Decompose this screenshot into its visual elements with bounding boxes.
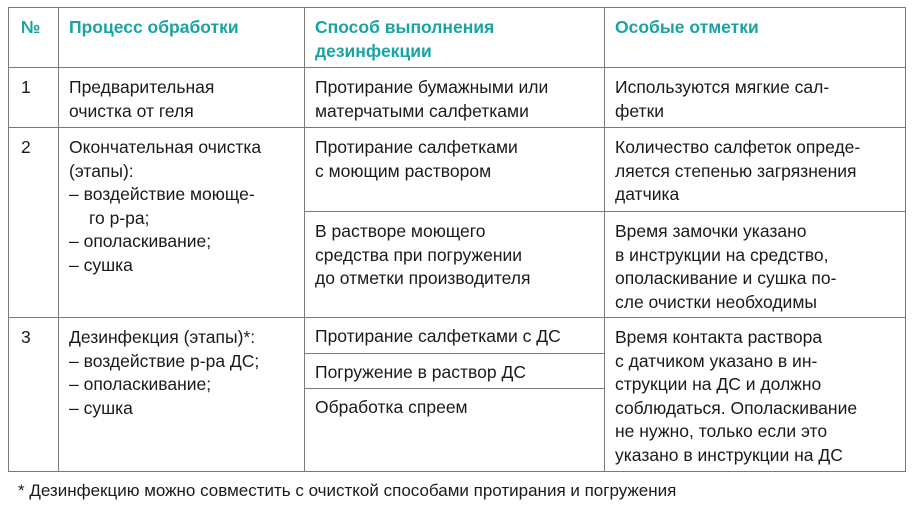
process-cell	[59, 128, 305, 318]
method-text: Протирание салфетками	[315, 137, 518, 157]
method-cell	[305, 128, 605, 212]
method-text: до отметки производителя	[315, 268, 531, 288]
notes-cell	[605, 68, 906, 128]
notes-text: Количество салфеток опреде-	[615, 137, 861, 157]
method-cell	[305, 68, 605, 128]
process-step: – воздействие моюще-	[69, 184, 255, 204]
notes-text: ополаскивание и сушка по-	[615, 268, 837, 288]
method-text: средства при погружении	[315, 244, 523, 265]
notes-cell	[605, 318, 906, 472]
notes-text: соблюдаться. Ополаскивание	[615, 397, 858, 418]
process-step: – ополаскивание;	[69, 231, 212, 251]
row-number: 2	[9, 128, 59, 318]
notes-text: Время контакта раствора	[615, 327, 823, 347]
notes-text: сле очистки необходимы	[615, 291, 817, 312]
method-text: матерчатыми салфетками	[315, 100, 529, 121]
process-text: очистка от геля	[69, 100, 194, 121]
notes-text: струкции на ДС и должно	[615, 374, 822, 394]
notes-text: с датчиком указано в ин-	[615, 350, 818, 371]
notes-text: в инструкции на средство,	[615, 244, 829, 265]
row-number: 3	[9, 318, 59, 472]
row-number: 1	[9, 68, 59, 128]
process-text: Дезинфекция (этапы)*:	[69, 327, 256, 347]
process-cell	[59, 68, 305, 128]
header-notes: Особые отметки	[605, 8, 906, 68]
process-step: – сушка	[69, 397, 133, 418]
process-text: (этапы):	[69, 160, 134, 181]
method-text: Протирание бумажными или	[315, 77, 549, 97]
method-text: В растворе моющего	[315, 221, 486, 241]
method-text: с моющим раствором	[315, 160, 492, 181]
notes-text: Используются мягкие сал-	[615, 77, 830, 97]
process-step: – воздействие р-ра ДС;	[69, 350, 260, 371]
method-cell	[305, 354, 605, 389]
notes-text: ляется степенью загрязнения	[615, 160, 857, 181]
header-method: Способ выполнения дезинфекции	[305, 8, 605, 68]
header-num: №	[9, 8, 59, 68]
method-text: Протирание салфетками с ДС	[315, 326, 561, 346]
notes-text: не нужно, только если это	[615, 421, 828, 441]
method-cell	[305, 389, 605, 472]
method-cell	[305, 318, 605, 354]
table-row	[9, 318, 906, 354]
notes-text: Время замочки указано	[615, 221, 807, 241]
table-row	[9, 68, 906, 128]
process-text: Предварительная	[69, 77, 215, 97]
notes-text: указано в инструкции на ДС	[615, 444, 843, 465]
process-step: – ополаскивание;	[69, 374, 212, 394]
notes-cell	[605, 128, 906, 212]
process-cell	[59, 318, 305, 472]
footnote: * Дезинфекцию можно совместить с очисткой способами протирания и погружения	[18, 481, 677, 500]
method-text: Погружение в раствор ДС	[315, 362, 526, 382]
header-process: Процесс обработки	[59, 8, 305, 68]
method-cell	[305, 212, 605, 318]
process-step: го р-ра;	[89, 207, 150, 228]
process-text: Окончательная очистка	[69, 137, 262, 157]
notes-text: фетки	[615, 100, 664, 121]
header-row	[9, 8, 906, 68]
method-text: Обработка спреем	[315, 397, 468, 417]
table-row	[9, 128, 906, 212]
disinfection-table	[8, 7, 906, 472]
notes-cell	[605, 212, 906, 318]
notes-text: датчика	[615, 184, 680, 204]
process-step: – сушка	[69, 254, 133, 275]
